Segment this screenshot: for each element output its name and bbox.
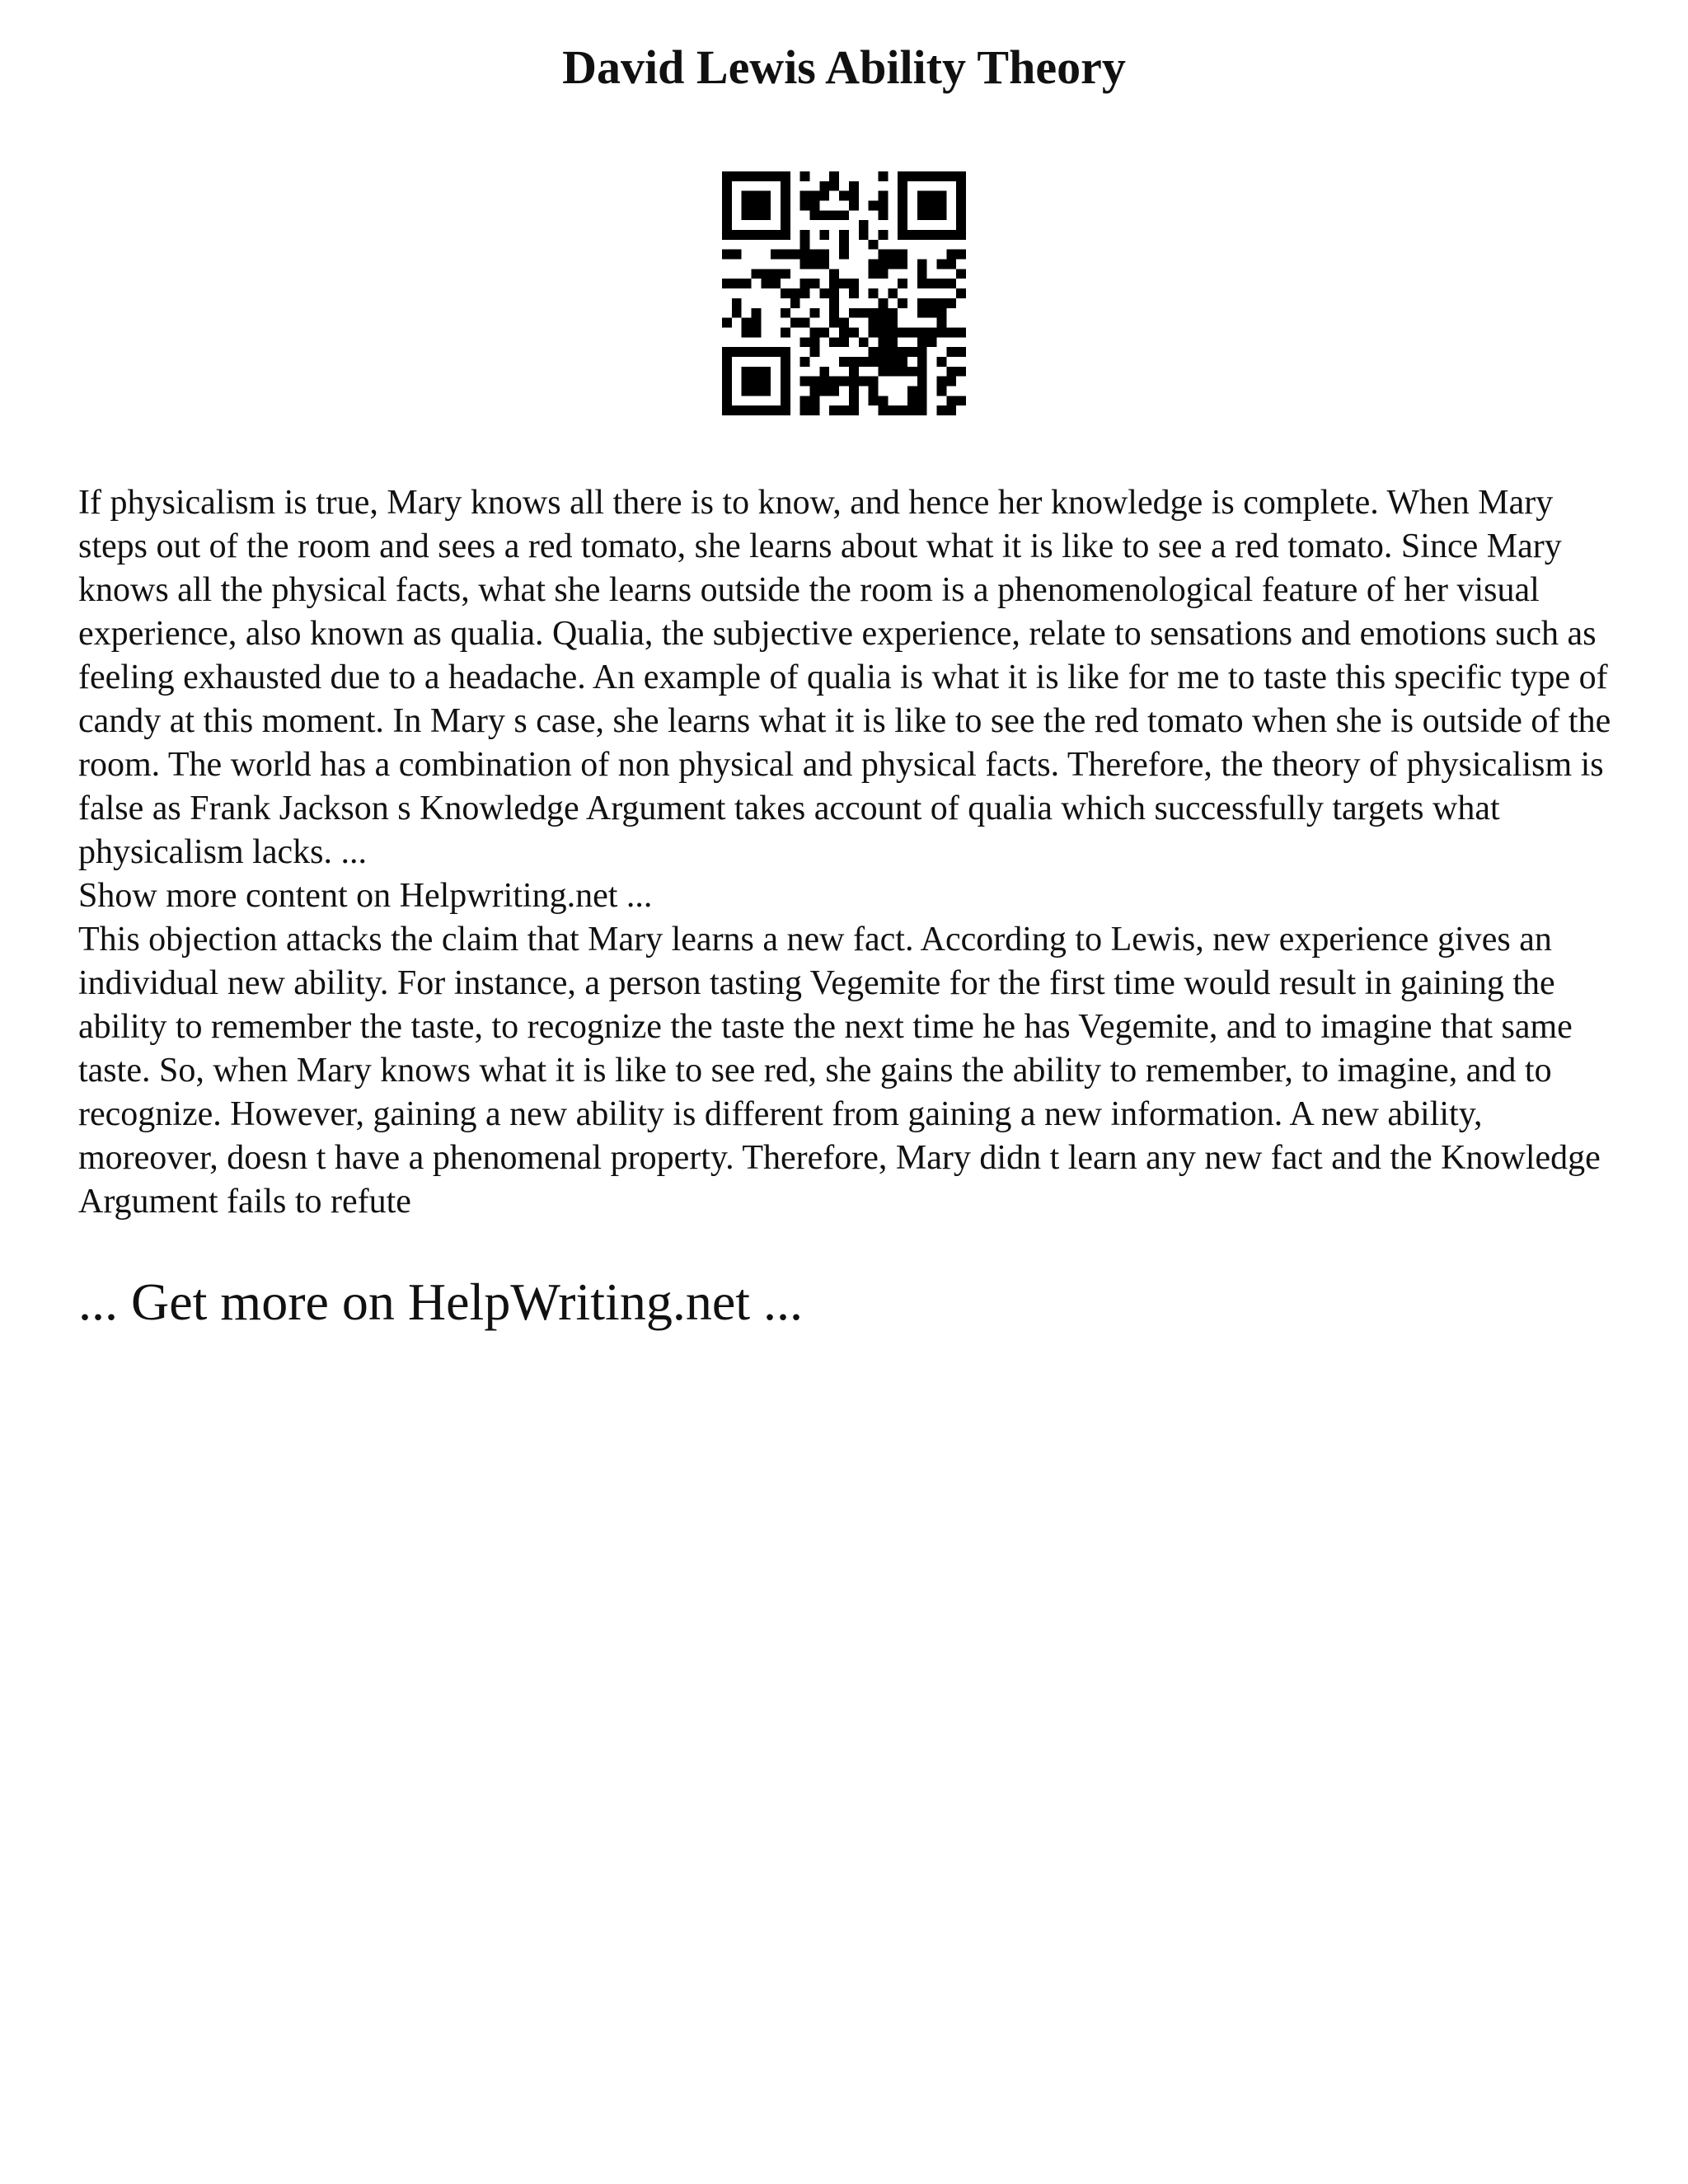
article-body: [78, 481, 1628, 1224]
qr-code-icon: [722, 171, 966, 415]
paragraph-intro: If physicalism is true, Mary knows all there is to know, and hence her knowledge is complete. When Mary steps out of the room and sees a red tomato, she learns about what it is like to see a red tomato. Since Mary knows all the physical facts, what she learns outside the room is a phenomenological feature of her visual experience, also known as qualia. Qualia, the subjective experience, relate to sensations and emotions such as feeling exhausted due to a headache. An example of qualia is what it is like for me to taste this specific type of candy at this moment. In Mary s case, she learns what it is like to see the red tomato when she is outside of the room. The world has a combination of non physical and physical facts. Therefore, the theory of physicalism is false as Frank Jackson s Knowledge Argument takes account of qualia which successfully targets what physicalism lacks. ...: [78, 484, 1611, 871]
page-title: David Lewis Ability Theory: [562, 40, 1126, 94]
paragraph-objection: This objection attacks the claim that Mary learns a new fact. According to Lewis, new experience gives an individual new ability. For instance, a person tasting Vegemite for the first time would result in gaining the ability to remember the taste, to recognize the taste the next time he has Vegemite, and to imagine that same taste. So, when Mary knows what it is like to see red, she gains the ability to remember, to imagine, and to recognize. However, gaining a new ability is different from gaining a new information. A new ability, moreover, doesn t have a phenomenal property. Therefore, Mary didn t learn any new fact and the Knowledge Argument fails to refute: [78, 921, 1601, 1221]
qr-code[interactable]: [722, 171, 966, 415]
show-more-link[interactable]: Show more content on Helpwriting.net ...: [78, 877, 653, 915]
get-more-link[interactable]: ... Get more on HelpWriting.net ...: [78, 1272, 803, 1331]
